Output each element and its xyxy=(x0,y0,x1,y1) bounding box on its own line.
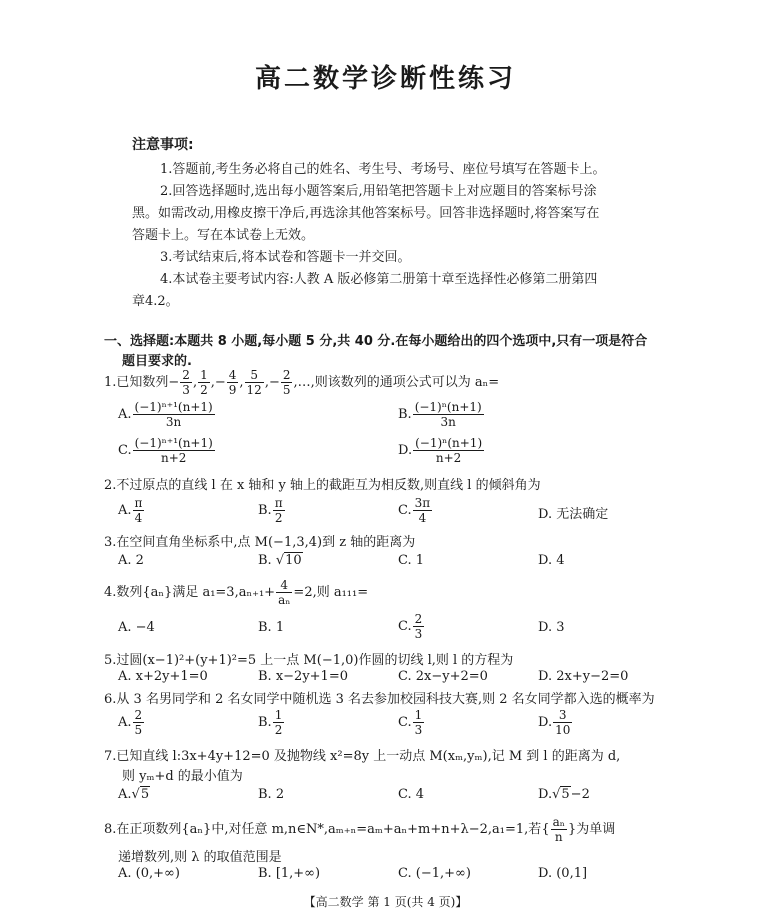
page-title: 高二数学诊断性练习 xyxy=(254,64,516,94)
option-a: A.√5 xyxy=(118,787,150,802)
fraction: $\frac{\text{aₙ}}{n}$ xyxy=(552,815,565,844)
option-b: B. $\frac{\pi}{2}$ xyxy=(258,496,283,525)
option-c: C. 2x−y+2=0 xyxy=(398,669,488,684)
question-5-stem: 5.过圆(x−1)²+(y+1)²=5 上一点 M(−1,0)作圆的切线 l,则 l 的方程为 xyxy=(104,653,514,668)
option-b: B. $\frac{1}{2}$ xyxy=(258,708,283,737)
question-2-stem: 2.不过原点的直线 l 在 x 轴和 y 轴上的截距互为相反数,则直线 l 的倾斜角为 xyxy=(104,478,541,493)
fraction: $\frac{4}{\text{aₙ}}$ xyxy=(278,578,291,607)
option-a: A. 2 xyxy=(118,553,144,568)
option-a: A. x+2y+1=0 xyxy=(118,669,208,684)
question-1-stem: 1.已知数列− $\frac{2}{3}$ , $\frac{1}{2}$ ,− $\frac{4}{9}$ , $\frac{5}{12}$ ,− $\frac{2}{5}$ ,…,则该数列的通项公式可以为 aₙ= xyxy=(104,368,500,397)
option-c: C. (−1,+∞) xyxy=(398,866,471,881)
option-b: B. $\frac{\text{(−1)ⁿ(n+1)}}{3n}$ xyxy=(398,400,482,429)
notice-line: 答题卡上。写在本试卷上无效。 xyxy=(132,228,315,243)
fraction: $\frac{2}{3}$ xyxy=(182,368,190,397)
fraction: $\frac{4}{9}$ xyxy=(228,368,237,397)
page-footer: 【高二数学 第 1 页(共 4 页)】 xyxy=(303,895,468,909)
question-7-stem-cont: 则 yₘ+d 的最小值为 xyxy=(122,769,243,784)
option-d: D. (0,1] xyxy=(538,866,588,881)
option-c: C. $\frac{2}{3}$ xyxy=(398,612,423,641)
question-3-stem: 3.在空间直角坐标系中,点 M(−1,3,4)到 z 轴的距离为 xyxy=(104,535,416,550)
option-b: B. [1,+∞) xyxy=(258,866,321,881)
option-a: A. $\frac{\pi}{4}$ xyxy=(118,496,143,525)
option-d: D. 4 xyxy=(538,553,565,568)
option-d: D. 3 xyxy=(538,620,565,635)
option-d: D. $\frac{\text{(−1)ⁿ(n+1)}}{n+2}$ xyxy=(398,436,483,465)
fraction: $\frac{2}{5}$ xyxy=(282,368,291,397)
option-a: A. (0,+∞) xyxy=(118,866,180,881)
question-8-stem: 8.在正项数列{aₙ}中,对任意 m,n∈N*,aₘ₊ₙ=aₘ+aₙ+m+n+λ−2,a₁=1,若{ $\frac{\text{aₙ}}{n}$ }为单调 xyxy=(104,815,616,844)
option-b: B. 1 xyxy=(258,620,285,635)
option-b: B. √10 xyxy=(258,553,302,568)
notice-line: 4.本试卷主要考试内容:人教 A 版必修第二册第十章至选择性必修第二册第四 xyxy=(160,272,598,287)
fraction: $\frac{5}{12}$ xyxy=(246,368,262,397)
option-c: C. $\frac{1}{3}$ xyxy=(398,708,423,737)
option-d: D. 无法确定 xyxy=(538,507,609,522)
question-7-stem: 7.已知直线 l:3x+4y+12=0 及抛物线 x²=8y 上一动点 M(xₘ,yₘ),记 M 到 l 的距离为 d, xyxy=(104,749,621,764)
notice-line: 2.回答选择题时,选出每小题答案后,用铅笔把答题卡上对应题目的答案标号涂 xyxy=(160,184,597,199)
notice-heading: 注意事项: xyxy=(132,137,194,153)
option-c: C. $\frac{3\pi}{4}$ xyxy=(398,496,431,525)
option-d: D. 2x+y−2=0 xyxy=(538,669,629,684)
option-a: A. $\frac{2}{5}$ xyxy=(118,708,143,737)
fraction: $\frac{1}{2}$ xyxy=(200,368,208,397)
option-d: D. $\frac{3}{10}$ xyxy=(538,708,571,737)
section-heading: 一、选择题:本题共 8 小题,每小题 5 分,共 40 分.在每小题给出的四个选项中,只有一项是符合 xyxy=(104,334,648,349)
option-b: B. x−2y+1=0 xyxy=(258,669,348,684)
option-b: B. 2 xyxy=(258,787,285,802)
notice-line: 黑。如需改动,用橡皮擦干净后,再选涂其他答案标号。回答非选择题时,将答案写在 xyxy=(132,206,600,221)
section-heading-cont: 题目要求的. xyxy=(122,354,192,369)
question-6-stem: 6.从 3 名男同学和 2 名女同学中随机选 3 名去参加校园科技大赛,则 2 名女同学都入选的概率为 xyxy=(104,692,655,707)
notice-line: 章4.2。 xyxy=(132,294,179,309)
option-a: A. $\frac{\text{(−1)ⁿ⁺¹(n+1)}}{3n}$ xyxy=(118,400,213,429)
option-c: C. $\frac{\text{(−1)ⁿ⁺¹(n+1)}}{n+2}$ xyxy=(118,436,213,465)
option-a: A. −4 xyxy=(118,620,155,635)
option-c: C. 1 xyxy=(398,553,425,568)
question-4-stem: 4.数列{aₙ}满足 a₁=3,aₙ₊₁+ $\frac{4}{\text{aₙ}}$ =2,则 a₁₁₁= xyxy=(104,578,369,607)
notice-line: 1.答题前,考生务必将自己的姓名、考生号、考场号、座位号填写在答题卡上。 xyxy=(160,162,606,177)
question-8-stem-cont: 递增数列,则 λ 的取值范围是 xyxy=(118,850,282,865)
option-d: D.√5−2 xyxy=(538,787,590,802)
option-c: C. 4 xyxy=(398,787,425,802)
notice-line: 3.考试结束后,将本试卷和答题卡一并交回。 xyxy=(160,250,411,265)
